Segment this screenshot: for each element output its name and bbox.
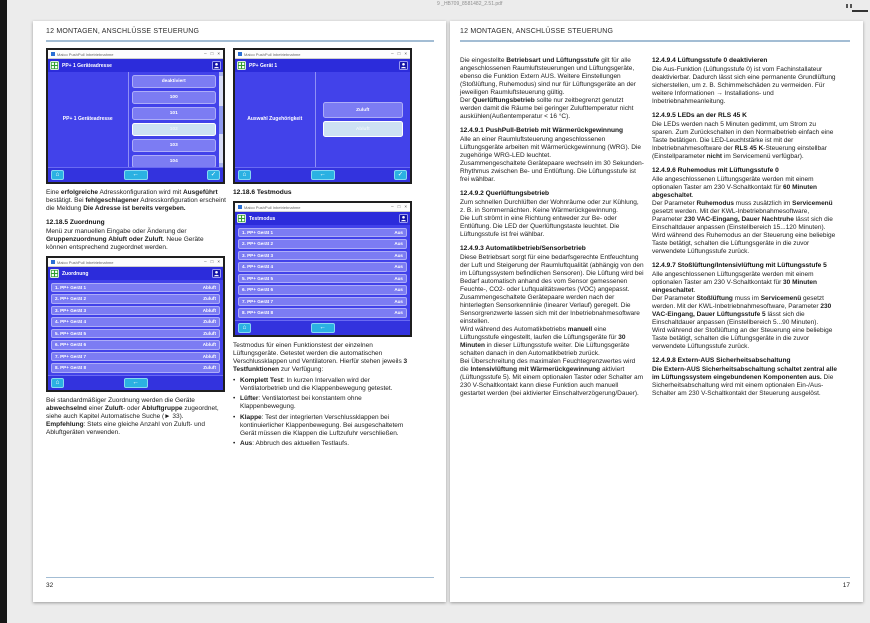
app-icon (238, 205, 242, 209)
bullet-text: Komplett Test: In kurzen Intervallen wird der Ventilatorbetrieb und die Klappenbewegung getestet. (240, 376, 393, 392)
maximize-icon[interactable]: □ (397, 203, 401, 209)
device-row[interactable] (238, 274, 407, 284)
section-heading: 12.4.9.7 Stoßlüftung/Intensivlüftung mit Lüftungsstufe 5 (652, 262, 827, 269)
page-header: 12 MONTAGEN, ANSCHLÜSSE STEUERUNG (460, 28, 614, 35)
device-value: Aus (394, 229, 403, 235)
paragraph: Alle angeschlossenen Lüftungsgeräte werden mit einem optionalen Taster am 230 V-Schaltkontakt für 30 Minuten eingeschaltet. (652, 271, 817, 294)
screen-body (48, 72, 223, 167)
label-panel (235, 72, 316, 167)
device-row[interactable] (238, 308, 407, 318)
bullet-item (233, 440, 413, 448)
bullet-item (233, 395, 413, 411)
options-panel (129, 72, 224, 167)
app-header (48, 267, 223, 280)
device-value: Zuluft (203, 330, 216, 336)
left-page-column-1 (46, 48, 226, 437)
minimize-icon[interactable]: – (204, 50, 207, 56)
app-header (235, 59, 410, 72)
paragraph: Zum schnellen Durchlüften der Wohnräume oder zur Kühlung, z. B. in Sommernächten. Keine Wärmerückgewinnung. (460, 199, 639, 214)
doc-section (233, 342, 413, 374)
device-value: Abluft (202, 342, 216, 348)
paragraph: Bei Überschreitung des maximalen Feuchtegrenzwertes wird die Intensivlüftung mit Wärmerückgewinnung aktiviert (Lüftungsstufe 5). Mit einem optionalen Taster oder Schalter am 230 V-Schaltkontakt kann diese Funktion auch manuell gestartet werden (bei aktivierter Einschaltverzögerung/Dauer). (460, 358, 644, 397)
close-icon[interactable]: × (404, 50, 407, 56)
section-heading: 12.4.9.2 Querlüftungsbetrieb (460, 190, 550, 197)
paragraph: Menü zur manuellen Eingabe oder Änderung der Gruppenzuordnung Abluft oder Zuluft. Neue Geräte können entsprechend zugeordnet werden. (46, 228, 204, 251)
window-titlebar (235, 203, 410, 212)
user-icon[interactable] (212, 269, 221, 278)
screenshot-window-zugehoerigkeit (233, 48, 412, 184)
option-button-deaktiviert[interactable]: deaktiviert (132, 75, 217, 88)
section-heading: 12.4.9.4 Lüftungsstufe 0 deaktivieren (652, 57, 768, 64)
screen-title: Zuordnung (62, 270, 89, 277)
option-button-103[interactable]: 103 (132, 139, 217, 152)
device-name: 4. PP+ Gerät 4 (242, 264, 274, 270)
app-icon (51, 260, 55, 264)
home-button[interactable]: ⌂ (238, 170, 251, 180)
doc-section (233, 189, 413, 197)
right-page-column-1 (460, 57, 645, 398)
device-name: 2. PP+ Gerät 2 (55, 296, 87, 302)
window-title: Maico PushPull Inbetriebnahme (244, 204, 301, 210)
minimize-icon[interactable]: – (391, 50, 394, 56)
paragraph: Alle an einer Raumluftsteuerung angeschlossenen Lüftungsgeräte arbeiten mit Wärmerückgewinnung (WRG). Die zugehörige WRG-LED leuchtet. (460, 136, 641, 159)
scroll-up-icon[interactable] (219, 72, 223, 76)
home-button[interactable]: ⌂ (51, 170, 64, 180)
paragraph: Zusammengeschaltete Gerätepaare wechseln im 30 Sekunden-Rhythmus zwischen Be- und Entlüftung. Die Lüftungsstufe ist frei wählbar. (460, 160, 644, 183)
bullet-marker-icon: • (233, 440, 236, 447)
device-row[interactable] (51, 352, 220, 362)
window-title: Maico PushPull Inbetriebnahme (57, 259, 114, 265)
device-value: Aus (394, 264, 403, 270)
device-name: 8. PP+ Gerät 8 (242, 310, 274, 316)
device-value: Aus (394, 310, 403, 316)
home-button[interactable]: ⌂ (51, 378, 64, 388)
maximize-icon[interactable]: □ (210, 258, 214, 264)
screen-footer (48, 167, 223, 182)
device-row[interactable] (51, 329, 220, 339)
bullet-marker-icon: • (233, 376, 236, 384)
bullet-list (233, 377, 413, 449)
paragraph: Testmodus für einen Funktionstest der einzelnen Lüftungsgeräte. Getestet werden die automatischen Verschlussklappen und Ventilatoren. Hierfür stehen jeweils 3 Testfunktionen zur Verfügung: (233, 342, 408, 373)
paragraph: Der Querlüftungsbetrieb sollte nur zeitbegrenzt genutzt werden damit die Räume bei geringer Zulufttemperatur nicht auskühlen(Außentemperatur < 16 °C). (460, 97, 634, 120)
section-heading: 12.4.9.6 Ruhemodus mit Lüftungsstufe 0 (652, 167, 779, 174)
section-heading: 12.4.9.8 Extern-AUS Sicherheitsabschaltung (652, 357, 791, 364)
bullet-item (233, 414, 413, 438)
text-block (233, 189, 413, 197)
back-button[interactable]: ← (311, 323, 335, 333)
screen-title: PP+ 1 Geräteadresse (62, 62, 112, 69)
footer-rule (460, 577, 850, 578)
section-heading: 12.18.5 Zuordnung (46, 219, 105, 226)
device-name: 1. PP+ Gerät 1 (55, 284, 87, 290)
app-icon (238, 52, 242, 56)
app-icon (51, 52, 55, 56)
footer-rule (46, 577, 434, 578)
doc-section (46, 219, 226, 252)
menu-grid-icon[interactable] (50, 61, 59, 70)
scrollbar-thumb[interactable] (219, 106, 223, 134)
device-value: Zuluft (203, 296, 216, 302)
doc-section (460, 57, 645, 121)
paragraph: Diese Betriebsart sorgt für eine bedarfsgerechte Entfeuchtung der Luft und Steigerung der Raumluftqualität (abhängig von den im Lüftungssystem befindlichen Sensoren). Die Lüftung wird bei Bedarf automatisch anhand des vom Sensor gemessenen Feuchte-, CO2- oder Luftqualitätswertes (VOC) angepasst. (460, 254, 644, 293)
device-value: Abluft (202, 353, 216, 359)
device-row[interactable] (51, 317, 220, 327)
device-row-list (48, 280, 223, 375)
paragraph: Die Extern-AUS Sicherheitsabschaltung schaltet zentral alle im Lüftungssystem eingebundenen Komponenten aus. Die Sicherheitsabschaltung wird mit einem optionalen Ein-/Aus-Schalter am 230 V-Schaltkontakt der Steuerung ausgelöst. (652, 366, 837, 397)
screen-title: Testmodus (249, 215, 276, 222)
device-row[interactable] (238, 228, 407, 238)
bullet-text: Aus: Abbruch des aktuellen Testlaufs. (240, 440, 350, 447)
app-header (48, 59, 223, 72)
label-panel (48, 72, 129, 167)
device-name: 5. PP+ Gerät 5 (55, 330, 87, 336)
device-row[interactable] (51, 294, 220, 304)
header-rule (460, 40, 850, 42)
device-name: 1. PP+ Gerät 1 (242, 229, 274, 235)
text-block (46, 189, 226, 252)
paragraph: Die Aus-Funktion (Lüftungsstufe 0) ist vom Fachinstallateur deaktivierbar. Dadurch lässt sich eine permanente Grundlüftung sicherstellen, um z. B. Schimmelschäden zu vermeiden. Für weitere Informationen → Installations- und Inbetriebnahmeanleitung. (652, 66, 836, 105)
option-button-102[interactable]: 102 (132, 123, 217, 136)
device-value: Aus (394, 252, 403, 258)
paragraph: Bei standardmäßiger Zuordnung werden die Geräte abwechselnd einer Zuluft- oder Abluftgruppe zugeordnet, siehe auch Kapitel Automatische Suche (► 33). (46, 397, 219, 420)
bullet-text: Lüfter: Ventilatortest bei konstantem ohne Klappenbewegung. (240, 395, 362, 410)
header-rule (46, 40, 434, 42)
screen-body (235, 72, 410, 167)
device-name: 6. PP+ Gerät 6 (242, 287, 274, 293)
back-button[interactable]: ← (124, 378, 148, 388)
doc-section (46, 189, 226, 213)
screen-footer (48, 375, 223, 390)
maximize-icon[interactable]: □ (210, 50, 214, 56)
bullet-marker-icon: • (233, 413, 236, 421)
menu-grid-icon[interactable] (237, 61, 246, 70)
options-panel (316, 72, 411, 167)
device-row[interactable] (238, 297, 407, 307)
paragraph: Der Parameter Ruhemodus muss zusätzlich im Servicemenü gesetzt werden. Mit der KWL-Inbetriebnahmesoftware, Parameter 230 VAC-Eingang, Dauer Nachtruhe lässt sich die Einschaltdauer anpassen (Einstellbereich 15...120 Minuten). (652, 200, 833, 231)
device-value: Aus (394, 287, 403, 293)
device-name: 4. PP+ Gerät 4 (55, 319, 87, 325)
confirm-button[interactable]: ✓ (394, 170, 407, 180)
paragraph: Eine erfolgreiche Adresskonfiguration wird mit Ausgeführt bestätigt. Bei fehlgeschlagener Adresskonfiguration erscheint die Meldung Die Adresse ist bereits vergeben. (46, 189, 226, 212)
page-header: 12 MONTAGEN, ANSCHLÜSSE STEUERUNG (46, 28, 200, 35)
close-icon[interactable]: × (217, 50, 220, 56)
app-header (235, 212, 410, 225)
device-name: 7. PP+ Gerät 7 (242, 298, 274, 304)
device-row-list (235, 225, 410, 320)
paragraph: Die Luft strömt in eine Richtung entweder zur Be- oder Entlüftung. Die LED der Querlüftungstaste leuchtet. Die Lüftungsstufe ist frei wählbar. (460, 215, 620, 238)
paragraph: Alle angeschlossenen Lüftungsgeräte werden mit einem optionalen Taster am 230 V-Schaltkontakt für 60 Minuten abgeschaltet. (652, 176, 817, 199)
device-name: 7. PP+ Gerät 7 (55, 353, 87, 359)
text-block (233, 342, 413, 374)
option-button-104[interactable]: 104 (132, 155, 217, 167)
panel-label: Auswahl Zugehörigkeit (247, 116, 303, 122)
screen-body (48, 280, 223, 375)
minimize-icon[interactable]: – (204, 258, 207, 264)
device-value: Zuluft (203, 319, 216, 325)
device-value: Abluft (202, 307, 216, 313)
page-number: 32 (46, 582, 54, 589)
pdf-page-left (33, 21, 446, 602)
paragraph: Empfehlung: Stets eine gleiche Anzahl von Zuluft- und Abluftgeräten verwenden. (46, 421, 205, 436)
window-titlebar (48, 50, 223, 59)
device-value: Zuluft (203, 365, 216, 371)
section-heading: 12.4.9.5 LEDs an der RLS 45 K (652, 112, 747, 119)
right-page-column-2 (652, 57, 837, 398)
device-value: Aus (394, 241, 403, 247)
device-value: Aus (394, 275, 403, 281)
device-row[interactable] (238, 262, 407, 272)
user-icon[interactable] (212, 61, 221, 70)
screen-title: PP+ Gerät 1 (249, 62, 278, 69)
chrome-mark (850, 4, 852, 8)
menu-grid-icon[interactable] (50, 269, 59, 278)
back-button[interactable]: ← (311, 170, 335, 180)
window-title: Maico PushPull Inbetriebnahme (244, 51, 301, 57)
home-button[interactable]: ⌂ (238, 323, 251, 333)
paragraph: Die LEDs werden nach 5 Minuten gedimmt, um Strom zu sparen. Zum Zurückschalten in den Normalbetrieb einfach eine Taste betätigen. Die LED-Leuchtstärke ist mit der Inbetriebnahmesoftware der RLS 45 K-Steuerung einstellbar (Einstellparameter nicht im Servicemenü verfügbar). (652, 121, 834, 160)
close-icon[interactable]: × (217, 258, 220, 264)
screen-footer (235, 320, 410, 335)
paragraph: Wird während der Stoßlüftung an der Steuerung eine beliebige Taste betätigt, schalten die Lüftungsgeräte in die zuvor verwendete Lüftungsstufe zurück. (652, 327, 833, 350)
back-button[interactable]: ← (124, 170, 148, 180)
doc-section (652, 112, 837, 161)
device-name: 8. PP+ Gerät 8 (55, 365, 87, 371)
window-titlebar (48, 258, 223, 267)
option-button-100[interactable]: 100 (132, 91, 217, 104)
paragraph: Wird während des Ruhemodus an der Steuerung eine beliebige Taste betätigt, schalten die Lüftungsgeräte in die zuvor verwendete Lüftungsstufe zurück. (652, 232, 836, 255)
device-name: 6. PP+ Gerät 6 (55, 342, 87, 348)
screenshot-window-adresse (46, 48, 225, 184)
paragraph: Wird während des Automatikbetriebs manuell eine Lüftungsstufe eingestellt, laufen die Lüftungsgeräte für 30 Minuten in dieser Lüftungsstufe weiter. Die Lüftungsgeräte schalten danach in den Automatikbetrieb zurück. (460, 326, 630, 357)
option-button-101[interactable]: 101 (132, 107, 217, 120)
option-button-abluft[interactable]: Abluft (323, 121, 404, 137)
screenshot-window-testmodus (233, 201, 412, 337)
device-name: 3. PP+ Gerät 3 (55, 307, 87, 313)
bullet-marker-icon: • (233, 395, 236, 402)
device-name: 5. PP+ Gerät 5 (242, 275, 274, 281)
doc-section (652, 262, 837, 351)
device-row[interactable] (51, 306, 220, 316)
maximize-icon[interactable]: □ (397, 50, 401, 56)
bullet-item (233, 377, 413, 393)
minimize-icon[interactable]: – (391, 203, 394, 209)
left-page-column-2 (233, 48, 413, 448)
page-number: 17 (842, 582, 850, 589)
doc-section (652, 167, 837, 256)
screenshot-window-zuordnung (46, 256, 225, 392)
device-name: 3. PP+ Gerät 3 (242, 252, 274, 258)
window-title: Maico PushPull Inbetriebnahme (57, 51, 114, 57)
confirm-button[interactable]: ✓ (207, 170, 220, 180)
paragraph: Zusammengeschaltete Gerätepaare werden nach der hinterlegten Sensorkennlinie (linearer Verlauf) geregelt. Die Sensorgrenzwerte lassen sich mit der Inbetriebnahmesoftware einstellen. (460, 294, 640, 325)
device-row[interactable] (51, 363, 220, 373)
doc-section (652, 57, 837, 106)
document-filename: 9 _HB709_8581482_2.51.pdf (437, 1, 503, 7)
doc-section (460, 127, 645, 184)
screen-footer (235, 167, 410, 182)
chrome-mark (846, 4, 848, 8)
section-heading: 12.4.9.3 Automatikbetrieb/Sensorbetrieb (460, 245, 586, 252)
user-icon[interactable] (399, 61, 408, 70)
doc-section (460, 190, 645, 239)
text-block (46, 397, 226, 437)
address-option-list (129, 72, 220, 167)
device-value: Abluft (202, 284, 216, 290)
device-row[interactable] (238, 251, 407, 261)
device-value: Aus (394, 298, 403, 304)
menu-grid-icon[interactable] (237, 214, 246, 223)
doc-section (652, 357, 837, 398)
close-icon[interactable]: × (404, 203, 407, 209)
device-row[interactable] (238, 285, 407, 295)
device-row[interactable] (51, 283, 220, 293)
panel-label: PP+ 1 Geräteadresse (62, 116, 113, 122)
doc-section (460, 245, 645, 398)
screen-body (235, 225, 410, 320)
scrollbar[interactable] (219, 72, 223, 167)
option-button-zuluft[interactable]: Zuluft (323, 102, 404, 118)
device-row[interactable] (238, 239, 407, 249)
doc-section (46, 397, 226, 437)
viewer-chrome-fragment (846, 3, 868, 11)
window-titlebar (235, 50, 410, 59)
assignment-option-list (316, 72, 411, 167)
paragraph: Die eingestellte Betriebsart und Lüftungsstufe gilt für alle angeschlossenen Raumluftsteuerungen und Lüftungsgeräte, ebenso die Funktion Extern AUS. Weitere Einstellungen (Stoßlüftung, Ruhemodus) sind nur für Lüftungsgeräte an der jeweiligen Raumluftsteuerung gültig. (460, 57, 636, 96)
section-heading: 12.18.6 Testmodus (233, 189, 292, 196)
pdf-page-right (450, 21, 863, 602)
viewer-edge-bar (0, 0, 7, 623)
section-heading: 12.4.9.1 PushPull-Betrieb mit Wärmerückgewinnung (460, 127, 624, 134)
bullet-text: Klappe: Test der integrierten Verschlussklappen bei kontinuierlicher Klappenbewegung. Bei ausgeschaltetem Gerät müssen die Klappen die Luftzufuhr verschließen. (240, 413, 404, 437)
device-row[interactable] (51, 340, 220, 350)
device-name: 2. PP+ Gerät 2 (242, 241, 274, 247)
user-icon[interactable] (399, 214, 408, 223)
chrome-mark (852, 10, 868, 12)
paragraph: Der Parameter Stoßlüftung muss im Servicemenü gesetzt werden. Mit der KWL-Inbetriebnahmesoftware, Parameter 230 VAC-Eingang, Dauer Lüftungsstufe 5 lässt sich die Einschaltdauer anpassen (Einstellbereich 5...90 Minuten). (652, 295, 832, 326)
